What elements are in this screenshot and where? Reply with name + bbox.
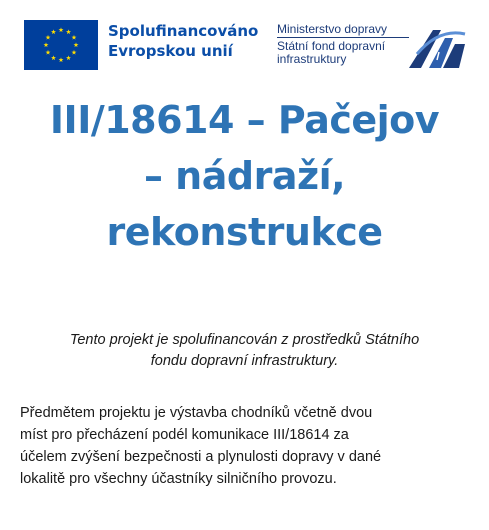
eu-cofinancing-text <box>108 21 258 61</box>
fund-label-line2: infrastruktury <box>277 52 347 66</box>
funding-statement-line2: fondu dopravní infrastruktury. <box>150 353 339 369</box>
sfdi-logo <box>277 22 472 74</box>
fund-label-line1: Státní fond dopravní <box>277 39 386 53</box>
fund-label <box>277 40 385 66</box>
ministry-label: Ministerstvo dopravy <box>277 22 388 36</box>
description-line2: míst pro přecházení podél komunikace III/18614 za <box>20 427 349 443</box>
eu-flag-icon <box>24 20 98 70</box>
project-description <box>20 402 480 490</box>
description-line1: Předmětem projektu je výstavba chodníků včetně dvou <box>20 405 373 421</box>
page-title <box>0 92 489 260</box>
funding-statement-line1: Tento projekt je spolufinancován z prostředků Státního <box>69 332 420 348</box>
description-line3: účelem zvýšení bezpečnosti a plynulosti dopravy v dané <box>20 449 382 465</box>
title-line2: – nádraží, <box>143 154 346 198</box>
ministry-divider <box>277 37 409 38</box>
eu-text-line2: Evropskou unií <box>108 42 233 60</box>
eu-text-line1: Spolufinancováno <box>108 22 259 40</box>
funding-statement <box>20 330 469 372</box>
description-line4: lokalitě pro všechny účastníky silničního provozu. <box>20 471 337 487</box>
road-bridge-icon <box>407 24 467 68</box>
title-line1: III/18614 – Pačejov <box>49 98 440 142</box>
logo-header <box>0 0 489 80</box>
title-line3: rekonstrukce <box>106 210 383 254</box>
